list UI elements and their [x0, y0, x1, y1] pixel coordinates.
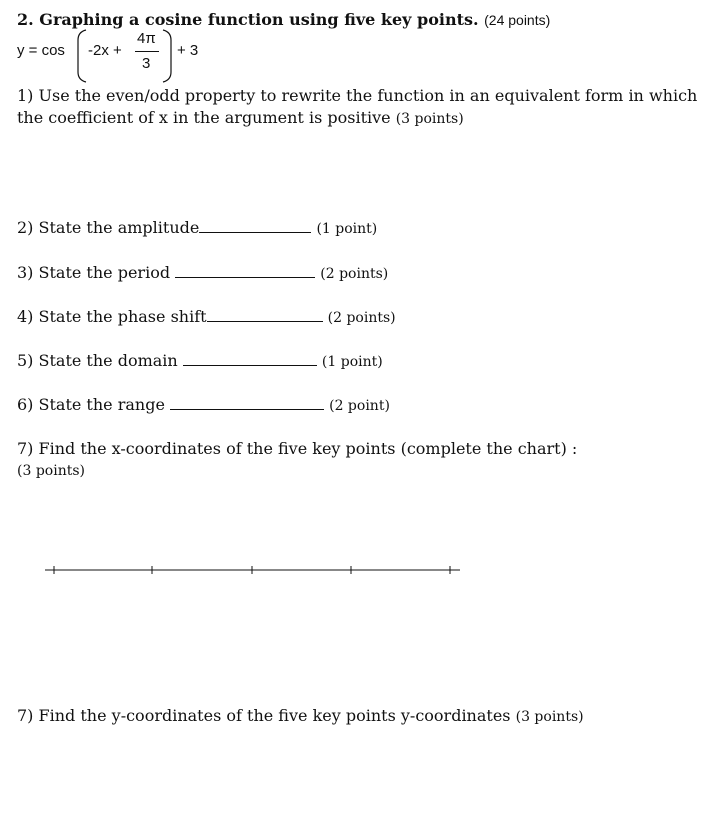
question-6-points: (2 point)	[329, 398, 390, 414]
answer-blank-phase-shift[interactable]	[207, 320, 323, 322]
question-2	[17, 218, 377, 237]
question-7b-label: 7) Find the y-coordinates of the five key points y-coordinates	[17, 706, 511, 725]
equation	[17, 28, 237, 84]
question-6	[17, 395, 390, 414]
question-7a-points: (3 points)	[17, 463, 85, 479]
question-3-points: (2 points)	[320, 266, 389, 282]
problem-title	[17, 10, 550, 29]
answer-blank-period[interactable]	[175, 276, 315, 278]
question-1-points: (3 points)	[395, 111, 464, 127]
equation-inner: -2x +	[88, 42, 122, 59]
left-paren-icon	[75, 28, 89, 84]
problem-points: (24 points)	[484, 12, 551, 28]
equation-lhs: y = cos	[17, 42, 65, 59]
question-7b	[17, 706, 584, 725]
question-7b-points: (3 points)	[515, 709, 584, 725]
right-paren-icon	[160, 28, 174, 84]
question-4-points: (2 points)	[327, 310, 396, 326]
question-4-label: 4) State the phase shift	[17, 307, 207, 326]
question-1-line2	[17, 108, 464, 127]
equation-numerator: 4π	[137, 30, 156, 47]
answer-blank-domain[interactable]	[183, 364, 317, 366]
problem-title-text: 2. Graphing a cosine function using five key points.	[17, 10, 479, 29]
question-1-text: the coefficient of x in the argument is positive	[17, 108, 391, 127]
equation-denominator: 3	[142, 55, 151, 72]
fraction-bar	[135, 51, 159, 52]
question-5-points: (1 point)	[321, 354, 383, 370]
answer-blank-range[interactable]	[170, 408, 324, 410]
question-5-label: 5) State the domain	[17, 351, 178, 370]
question-1-line1: 1) Use the even/odd property to rewrite the function in an equivalent form in which	[17, 86, 698, 105]
equation-tail: + 3	[177, 42, 199, 59]
key-points-number-line	[40, 560, 470, 580]
question-2-points: (1 point)	[316, 221, 378, 237]
question-3	[17, 263, 388, 282]
question-4	[17, 307, 396, 326]
question-3-label: 3) State the period	[17, 263, 171, 282]
answer-blank-amplitude[interactable]	[199, 231, 311, 233]
question-5	[17, 351, 383, 370]
question-7a-label: 7) Find the x-coordinates of the five key points (complete the chart) :	[17, 439, 578, 458]
question-6-label: 6) State the range	[17, 395, 165, 414]
question-2-label: 2) State the amplitude	[17, 218, 200, 237]
